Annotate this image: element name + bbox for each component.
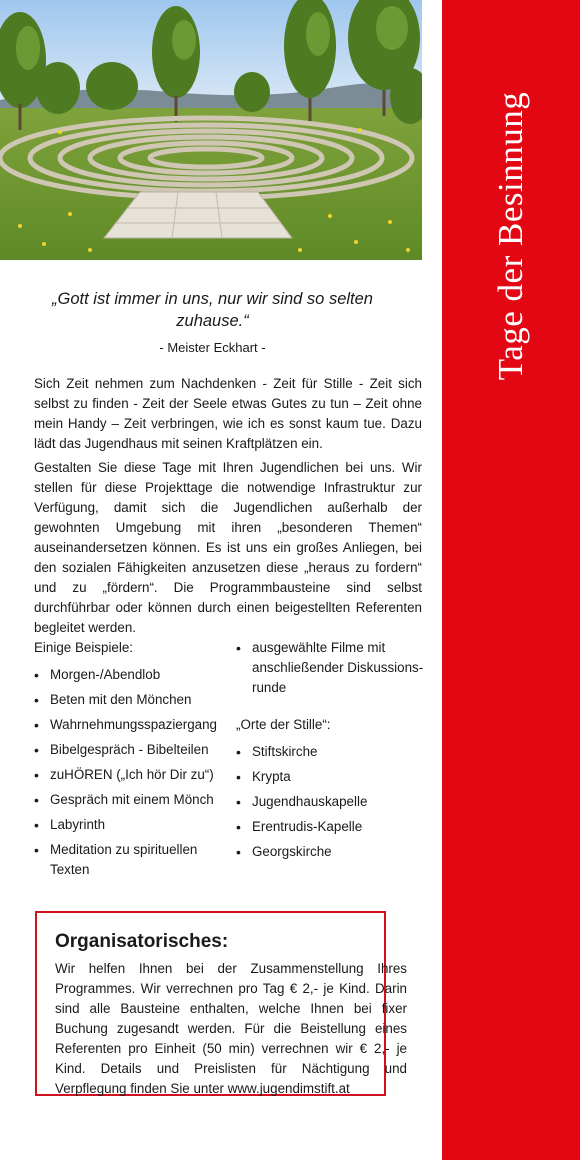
- list-item: • ausgewählte Filme mit anschließender Diskussions-runde: [236, 638, 436, 698]
- list-item: • zuHÖREN („Ich hör Dir zu“): [34, 765, 234, 785]
- list-item: • Bibelgespräch - Bibelteilen: [34, 740, 234, 760]
- list-item: • Morgen-/Abendlob: [34, 665, 234, 685]
- side-title: Tage der Besinnung: [491, 91, 530, 381]
- examples-more-list: [236, 638, 436, 698]
- examples-column: [34, 638, 234, 885]
- list-item: • Krypta: [236, 767, 436, 787]
- quote-text: „Gott ist immer in uns, nur wir sind so selten zuhause.“: [52, 290, 373, 330]
- list-item: • Erentrudis-Kapelle: [236, 817, 436, 837]
- list-item: • Gespräch mit einem Mönch: [34, 790, 234, 810]
- list-item: • Jugendhauskapelle: [236, 792, 436, 812]
- organisation-heading: Organisatorisches:: [55, 931, 229, 952]
- list-item: • Meditation zu spirituellen Texten: [34, 840, 234, 880]
- places-heading: „Orte der Stille“:: [236, 717, 331, 732]
- list-item: • Labyrinth: [34, 815, 234, 835]
- quote-author: - Meister Eckhart -: [159, 340, 266, 355]
- list-item: • Georgskirche: [236, 842, 436, 862]
- examples-list: [34, 665, 234, 880]
- list-item: • Stiftskirche: [236, 742, 436, 762]
- list-item: • Wahrnehmungsspaziergang: [34, 715, 234, 735]
- places-column: [236, 638, 436, 867]
- labyrinth-photo: [0, 0, 422, 260]
- list-item: • Beten mit den Mönchen: [34, 690, 234, 710]
- organisation-text: Wir helfen Ihnen bei der Zusammenstellung Ihres Programmes. Wir verrechnen pro Tag € 2,- je Kind. Darin sind alle Bausteine enthalten, welche Ihnen bei fixer Buchung zugesandt werden. Für die Beistellung eines Referenten pro Einheit (50 min) verrechnen wir € 2,- je Kind. Details und Preislisten für Nächtigung und Verpflegung finden Sie unter www.jugendimstift.at: [55, 961, 407, 1096]
- intro-paragraph-1: Sich Zeit nehmen zum Nachdenken - Zeit für Stille - Zeit sich selbst zu finden - Zeit der Seele etwas Gutes zu tun – Zeit ohne mein Handy – Zeit verbringen, wie ich es sonst kaum tue. Dazu lädt das Jugendhaus mit seinen Kraftplätzen ein.: [34, 376, 422, 451]
- examples-heading: Einige Beispiele:: [34, 640, 134, 655]
- organisation-box: [35, 911, 407, 1096]
- intro-paragraph-2: Gestalten Sie diese Tage mit Ihren Jugendlichen bei uns. Wir stellen für diese Projekttage die notwendige Infrastruktur zur Verfügung, damit sich die Jugendlichen außerhalb der gewohnten Umgebung mit ihren „besonderen Themen“ auseinandersetzen können. Es ist uns ein großes Anliegen, bei den sozialen Fähigkeiten anzusetzen diese „heraus zu fordern“ und zu „fördern“. Die Programmbausteine sind selbst durchführbar oder können durch einen beigestellten Referenten begleitet werden.: [34, 460, 422, 635]
- places-list: [236, 742, 436, 862]
